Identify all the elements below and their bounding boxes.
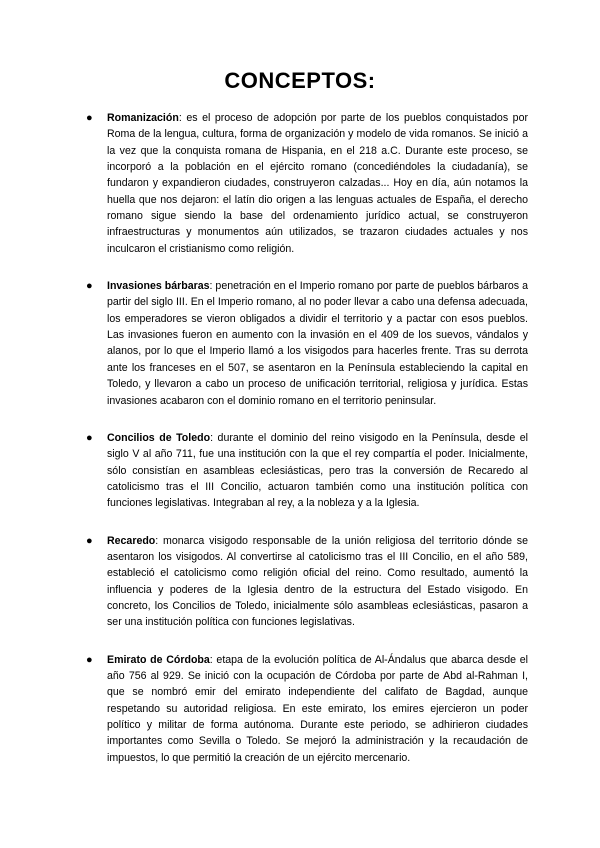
concept-item-invasiones-barbaras bbox=[82, 278, 528, 409]
concept-term: Concilios de Toledo bbox=[107, 431, 211, 444]
concept-definition: : penetración en el Imperio romano por parte de pueblos bárbaros a partir del siglo III. En el Imperio romano, al no poder llevar a cabo una defensa adecuada, los emperadores se vieron obligados a dividir el territorio y a pactar con esos pueblos. Las invasiones fueron en aumento con la invasión en el 409 de los suevos, vándalos y alanos, por lo que el Imperio llamó a los visigodos para hacerles frente. Tras su derrota ante los franceses en el 507, se asentaron en la Península estableciendo la capital en Toledo, y llevaron a cabo un proceso de unificación territorial, religiosa y jurídica. Estas invasiones acabaron con el dominio romano en el territorio peninsular. bbox=[107, 280, 528, 407]
bullet-icon: ● bbox=[86, 112, 93, 124]
concept-item-concilios-de-toledo bbox=[82, 430, 528, 512]
concept-term: Invasiones bárbaras bbox=[107, 280, 210, 293]
bullet-icon: ● bbox=[86, 280, 93, 293]
bullet-icon: ● bbox=[86, 653, 93, 666]
concept-definition: : etapa de la evolución política de Al-Ándalus que abarca desde el año 756 al 929. Se inició con la ocupación de Córdoba por parte de Abd al-Rahman I, que se nombró emir del emirato independiente del califato de Bagdad, aunque respetando su autoridad religiosa. En este emirato, los emires ejercieron un poder político y militar de forma autónoma. Durante este periodo, se adhirieron ciudades importantes como Sevilla o Toledo. Se mejoró la administración y la recaudación de impuestos, lo que permitió la creación de un ejército mercenario. bbox=[107, 653, 528, 764]
concept-term: Romanización bbox=[107, 112, 179, 124]
concept-list bbox=[82, 110, 528, 787]
concept-definition: : durante el dominio del reino visigodo en la Península, desde el siglo V al año 711, fue una institución con la que el rey compartía el poder. Inicialmente, sólo consistían en asambleas eclesiásticas, pero tras la conversión de Recaredo al catolicismo tras el III Concilio, actuaron también como una institución política con funciones legislativas. Integraban al rey, a la nobleza y a la Iglesia. bbox=[107, 431, 529, 510]
bullet-icon: ● bbox=[86, 431, 93, 444]
bullet-icon: ● bbox=[86, 534, 93, 547]
concept-item-emirato-de-cordoba bbox=[82, 652, 528, 766]
concept-item-recaredo bbox=[82, 533, 528, 631]
concept-item-romanizacion bbox=[82, 110, 528, 257]
concept-term: Emirato de Córdoba bbox=[107, 653, 210, 666]
concept-definition: : es el proceso de adopción por parte de los pueblos conquistados por Roma de la lengua, cultura, forma de organización y modelo de vida romanos. Se inició a la vez que la conquista romana de Hispania, en el 218 a.C. Durante este proceso, se incorporó a la población en el ejército romano (concediéndoles la ciudadanía), se fundaron y expandieron ciudades, construyeron calzadas... Hoy en día, aún notamos la huella que nos dejaron: el latín dio origen a las lenguas actuales de España, el derecho romano sigue siendo la base del ordenamiento jurídico actual, se construyeron infraestructuras y monumentos aún utilizados, se trazaron ciudades actuales y nos inculcaron el cristianismo como religión. bbox=[107, 112, 528, 255]
page-title: CONCEPTOS: bbox=[224, 68, 376, 93]
concept-term: Recaredo bbox=[107, 534, 156, 547]
concept-definition: : monarca visigodo responsable de la unión religiosa del territorio dónde se asentaron los visigodos. Al convertirse al catolicismo tras el III Concilio, en el año 589, estableció el catolicismo como religión oficial del reino. Como resultado, aumentó la influencia y poderes de la Iglesia dentro de la estructura del Estado visigodo. En concreto, los Concilios de Toledo, inicialmente sólo asambleas eclesiásticas, pasaron a ser una institución política con funciones legislativas. bbox=[107, 534, 528, 629]
